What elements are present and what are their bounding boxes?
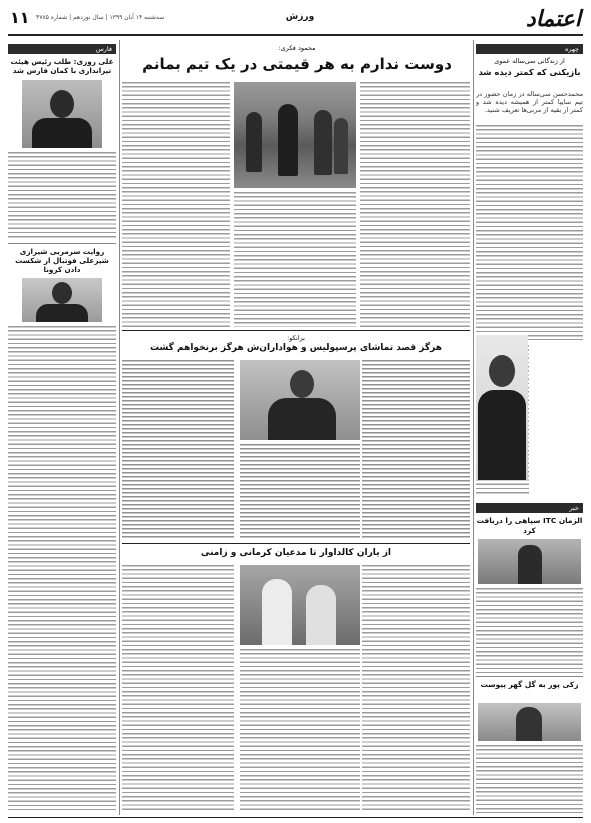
third-article-photo (240, 565, 360, 645)
left-column (8, 40, 116, 815)
third-article (122, 543, 470, 815)
second-article-rule (122, 330, 470, 331)
photo-figure-1 (246, 112, 262, 172)
left-photo-1-head (50, 90, 74, 118)
right-bottom-photo-1 (478, 539, 581, 584)
third-article-col-right (362, 565, 470, 813)
third-article-col-left (122, 565, 234, 813)
main-article-col-mid (234, 192, 356, 327)
portrait-head (489, 355, 515, 387)
second-article-kicker: برانکو: (287, 334, 305, 342)
masthead-rule (8, 34, 583, 36)
page-number: ۱۱ (10, 8, 30, 27)
right-column-lead: محمدحسن سی‌ساله در زمان حضور در تیم سایپا کمتر از همیشه دیده شد و کمتر از بقیه از مربی‌ها تعریف شنید. (476, 90, 583, 115)
left-photo-2-body (36, 304, 88, 322)
left-column-headline-2: روایت سرمربی شیرازی شیرعلی فوتبال از شکست دادن کرونا (15, 247, 109, 274)
photo-figure-2 (278, 104, 298, 176)
second-article-col-1 (362, 360, 470, 538)
left-column-divider-1 (8, 243, 116, 244)
main-article-col-right (360, 82, 470, 327)
right-bottom-photo-1-figure (518, 545, 542, 584)
second-article-col-2 (240, 444, 360, 538)
main-article-col-left (122, 82, 230, 327)
right-bottom-column (476, 503, 583, 815)
right-bottom-photo-2-figure (516, 707, 542, 741)
main-article-photo (234, 82, 356, 188)
third-article-rule (122, 543, 470, 544)
second-article (122, 330, 470, 540)
third-article-col-mid (240, 649, 360, 813)
right-column-body (476, 125, 583, 340)
main-article-kicker: محمود فکری: (278, 44, 316, 52)
player-2 (306, 585, 336, 645)
third-article-headline: از یاران کالداوار تا مدعیان کرمانی و زامنی (201, 548, 391, 558)
left-photo-2-head (52, 282, 72, 304)
section-title: ورزش (285, 12, 315, 22)
left-column-body-1 (8, 152, 116, 240)
photo-figure-3 (314, 110, 332, 175)
right-column (476, 40, 583, 500)
right-bottom-body-2 (476, 745, 583, 813)
masthead-logo: اعتماد (525, 6, 581, 32)
right-bottom-headline-2: زکی پور به گل گهر پیوست (480, 680, 579, 689)
portrait-photo (476, 335, 528, 480)
second-article-headline: هرگز قصد تماشای پرسپولیس و هواداران‌ش هرگز برنخواهم گشت (150, 343, 442, 353)
main-article-headline: دوست ندارم به هر قیمتی در یک تیم بمانم (142, 55, 452, 73)
photo-figure-4 (334, 118, 348, 174)
left-column-headline-1: علی روزی: طلب رئیس هیئت تیراندازی با کمان فارس شد (10, 57, 114, 75)
player-1 (262, 579, 292, 645)
right-column-label: چهره (476, 44, 583, 54)
portrait-body (478, 390, 526, 480)
page-bottom-rule (8, 817, 583, 818)
left-column-photo-1 (22, 80, 102, 148)
column-rule-left (119, 40, 120, 815)
second-article-photo (240, 360, 360, 440)
left-column-label: فارس (8, 44, 116, 54)
right-bottom-divider (476, 676, 583, 677)
right-column-headline: بازیکنی که کمتر دیده شد (478, 67, 581, 77)
coach-head (290, 370, 314, 398)
main-article-header (122, 40, 472, 80)
left-photo-1-body (32, 118, 92, 148)
dateline: سه‌شنبه ۱۴ آبان ۱۳۹۹ | سال نوزدهم | شماره ۴۷۸۵ (36, 14, 165, 21)
right-bottom-label: خبر (476, 503, 583, 513)
second-article-col-3 (122, 360, 234, 538)
right-column-subheadline: از زندگانی سی‌ساله عموی (494, 57, 565, 65)
column-rule-right (473, 40, 474, 815)
left-column-body-2 (8, 326, 116, 810)
masthead (0, 0, 591, 42)
coach-body (268, 398, 336, 440)
right-bottom-body-1 (476, 588, 583, 673)
right-bottom-photo-2 (478, 703, 581, 741)
right-bottom-headline-1: الزمان ITC سپاهی را دریافت کرد (476, 516, 583, 535)
left-column-photo-2 (22, 278, 102, 322)
